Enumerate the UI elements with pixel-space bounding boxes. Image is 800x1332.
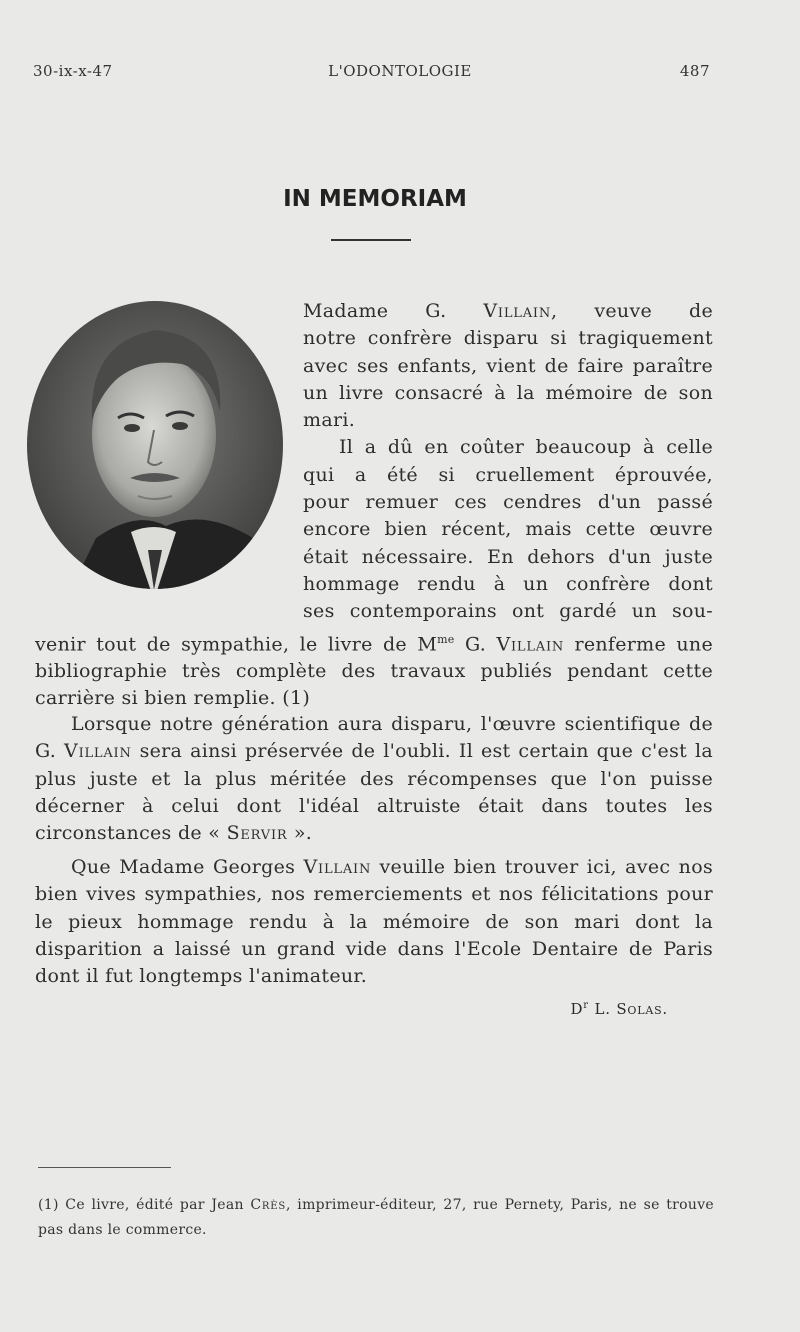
- footnote-divider: [38, 1167, 171, 1168]
- text-line: notre confrère disparu si tragiquement: [303, 327, 713, 350]
- text-line: ses contemporains ont gardé un sou-: [303, 600, 713, 623]
- text-line: Il a dû en coûter beaucoup à celle: [339, 436, 713, 459]
- text-line: Madame G. Villain, veuve de: [303, 300, 713, 322]
- text-line: un livre consacré à la mémoire de son: [303, 381, 713, 404]
- page-number: 487: [679, 62, 710, 80]
- text-block: venir tout de sympathie, le livre de $M^{me}$ G. Villain renferme une bibliographie très complète des travaux publiés pendant cette carrière si bien remplie. (1): [35, 632, 713, 710]
- running-header: [0, 62, 800, 86]
- journal-title: L'ODONTOLOGIE: [328, 62, 472, 80]
- author-signature: $D^r$ L. Solas.: [570, 1000, 668, 1018]
- text-line: qui a été si cruellement éprouvée,: [303, 463, 713, 486]
- title-divider: [331, 239, 411, 241]
- text-line: encore bien récent, mais cette œuvre: [303, 518, 713, 541]
- text-line: pour remuer ces cendres d'un passé: [303, 491, 713, 514]
- text-line: hommage rendu à un confrère dont: [303, 572, 713, 595]
- text-line: mari.: [303, 409, 356, 432]
- paragraph-thanks: Que Madame Georges Villain veuille bien trouver ici, avec nos bien vives sympathies, nos remerciements et nos félicitations pour le pieux hommage rendu à la mémoire de son mari dont la disparition a laissé un grand vide dans l'Ecole Dentaire de Paris dont il fut longtemps l'animateur.: [35, 856, 713, 988]
- article-title: IN MEMORIAM: [283, 186, 467, 212]
- text-line: était nécessaire. En dehors d'un juste: [303, 545, 713, 568]
- text-line: avec ses enfants, vient de faire paraître: [303, 354, 713, 377]
- issue-date: 30-ix-x-47: [33, 62, 113, 80]
- intro-paragraph: [35, 298, 713, 713]
- paragraph-legacy: Lorsque notre génération aura disparu, l'œuvre scientifique de G. Villain sera ainsi préservée de l'oubli. Il est certain que c'est la plus juste et la plus méritée des récompenses que l'on puisse décerner à celui dont l'idéal altruiste était dans toutes les circonstances de « Servir ».: [35, 713, 713, 845]
- footnote: (1) Ce livre, édité par Jean Crès, imprimeur-éditeur, 27, rue Pernety, Paris, ne se trouve pas dans le commerce.: [38, 1197, 714, 1238]
